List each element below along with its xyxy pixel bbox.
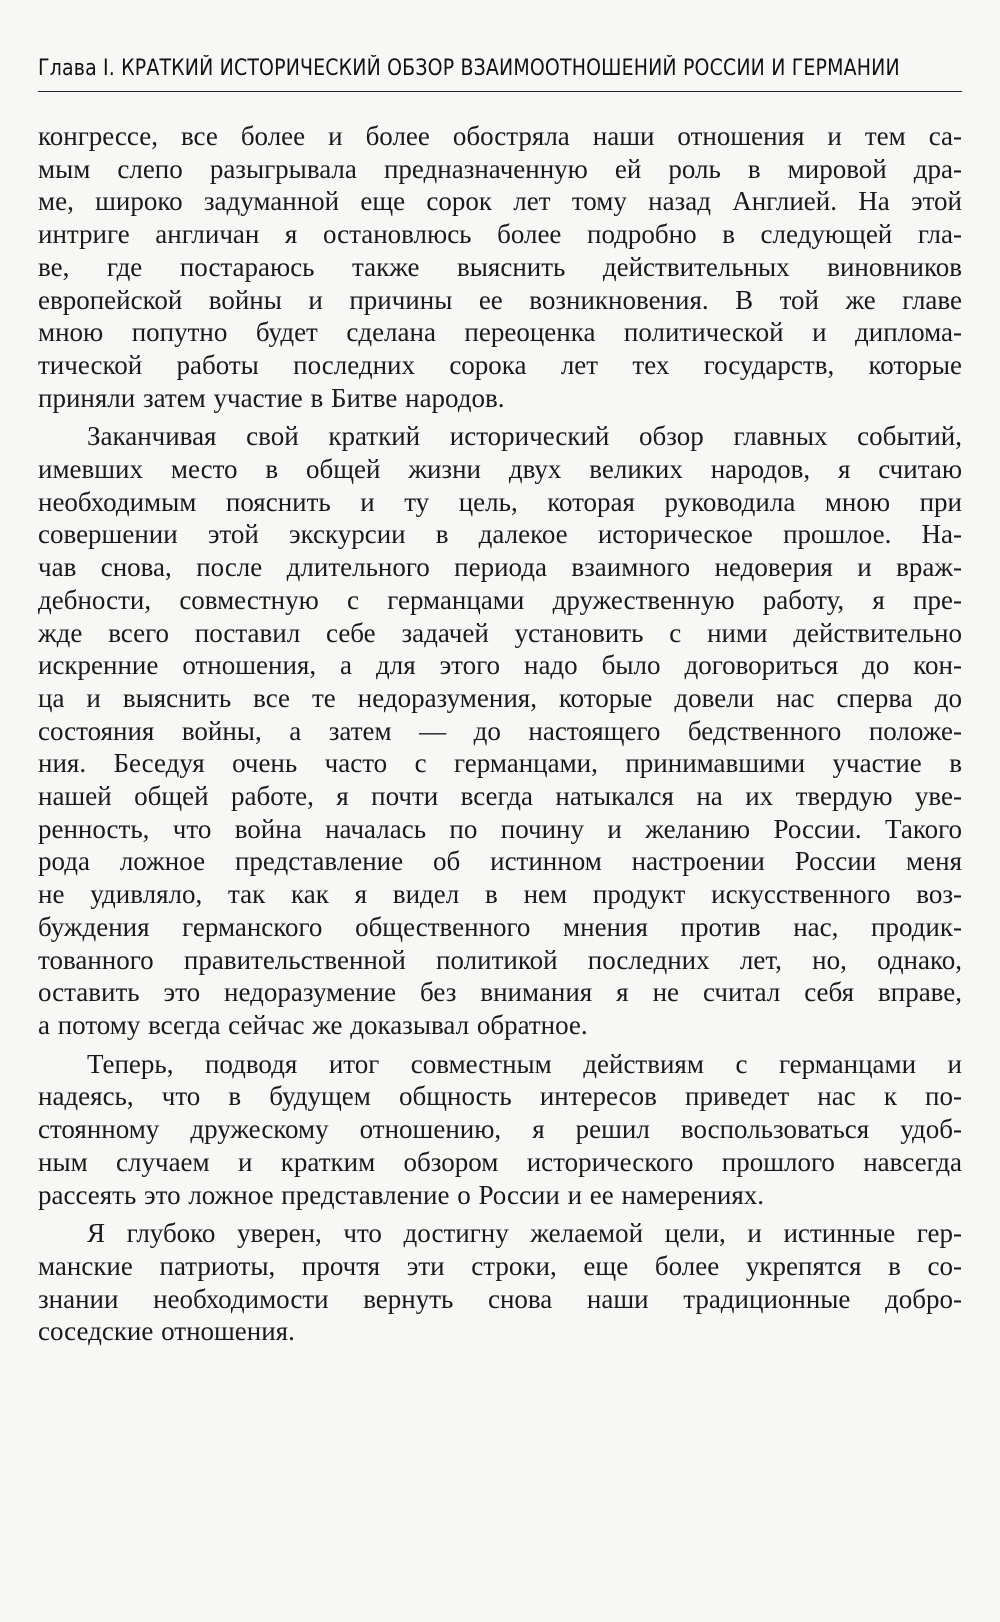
text-line: европейской войны и причины ее возникновения. В той же главе [38, 284, 962, 315]
text-line: ния. Беседуя очень часто с германцами, принимавшими участие в [38, 748, 962, 779]
text-line: приняли затем участие в Битве народов. [38, 382, 505, 413]
text-line: рассеять это ложное представление о России и ее намерениях. [38, 1179, 765, 1210]
text-line: рода ложное представление об истинном настроении России меня [38, 846, 962, 877]
chapter-title: КРАТКИЙ ИСТОРИЧЕСКИЙ ОБЗОР ВЗАИМООТНОШЕНИЙ РОССИИ И ГЕРМАНИИ [121, 56, 900, 81]
book-page [38, 0, 962, 1622]
text-line: имевших место в общей жизни двух великих народов, я считаю [38, 454, 962, 485]
text-line: ренность, что война началась по почину и желанию России. Такого [38, 813, 962, 844]
text-line: не удивляло, так как я видел в нем продукт искусственного воз- [38, 879, 962, 910]
text-line: буждения германского общественного мнения против нас, продик- [38, 911, 962, 942]
text-line: стоянному дружескому отношению, я решил воспользоваться удоб- [38, 1114, 962, 1145]
text-line: жде всего поставил себе задачей установить с ними действительно [38, 617, 962, 648]
body-text [38, 120, 962, 1348]
paragraph [38, 1048, 962, 1212]
text-line: мым слепо разыгрывала предназначенную ей роль в мировой дра- [38, 153, 962, 184]
text-line: ве, где постараюсь также выяснить действительных виновников [38, 251, 962, 282]
paragraph [38, 120, 962, 414]
text-line: а потому всегда сейчас же доказывал обратное. [38, 1009, 588, 1040]
text-line: Теперь, подводя итог совместным действиям с германцами и [87, 1048, 962, 1079]
text-line: дебности, совместную с германцами дружественную работу, я пре- [38, 584, 962, 615]
text-line: знании необходимости вернуть снова наши традиционные добро- [38, 1283, 962, 1314]
text-line: ме, широко задуманной еще сорок лет тому назад Англией. На этой [38, 186, 962, 217]
text-line: Я глубоко уверен, что достигну желаемой цели, и истинные гер- [87, 1218, 962, 1249]
text-line: Заканчивая свой краткий исторический обзор главных событий, [87, 421, 962, 452]
running-head [38, 54, 900, 84]
text-line: соседские отношения. [38, 1316, 295, 1347]
paragraph [38, 1217, 962, 1348]
text-line: мною попутно будет сделана переоценка политической и диплома- [38, 317, 962, 348]
text-line: чав снова, после длительного периода взаимного недоверия и враж- [38, 552, 962, 583]
text-line: оставить это недоразумение без внимания я не считал себя вправе, [38, 977, 962, 1008]
text-line: совершении этой экскурсии в далекое историческое прошлое. На- [38, 519, 962, 550]
text-line: состояния войны, а затем — до настоящего бедственного положе- [38, 715, 962, 746]
text-line: тованного правительственной политикой последних лет, но, однако, [38, 944, 962, 975]
text-line: интриге англичан я остановлюсь более подробно в следующей гла- [38, 219, 962, 250]
text-line: необходимым пояснить и ту цель, которая руководила мною при [38, 486, 962, 517]
text-line: манские патриоты, прочтя эти строки, еще более укрепятся в со- [38, 1250, 962, 1281]
text-line: искренние отношения, а для этого надо было договориться до кон- [38, 650, 962, 681]
text-line: надеясь, что в будущем общность интересов приведет нас к по- [38, 1081, 962, 1112]
chapter-label: Глава I. [38, 56, 122, 81]
paragraph [38, 420, 962, 1041]
text-line: ца и выяснить все те недоразумения, которые довели нас сперва до [38, 682, 962, 713]
text-line: конгрессе, все более и более обостряла наши отношения и тем са- [38, 121, 962, 151]
text-line: тической работы последних сорока лет тех государств, которые [38, 349, 962, 380]
text-line: нашей общей работе, я почти всегда натыкался на их твердую уве- [38, 781, 962, 812]
header-rule [38, 91, 962, 92]
text-line: ным случаем и кратким обзором исторического прошлого навсегда [38, 1146, 962, 1177]
